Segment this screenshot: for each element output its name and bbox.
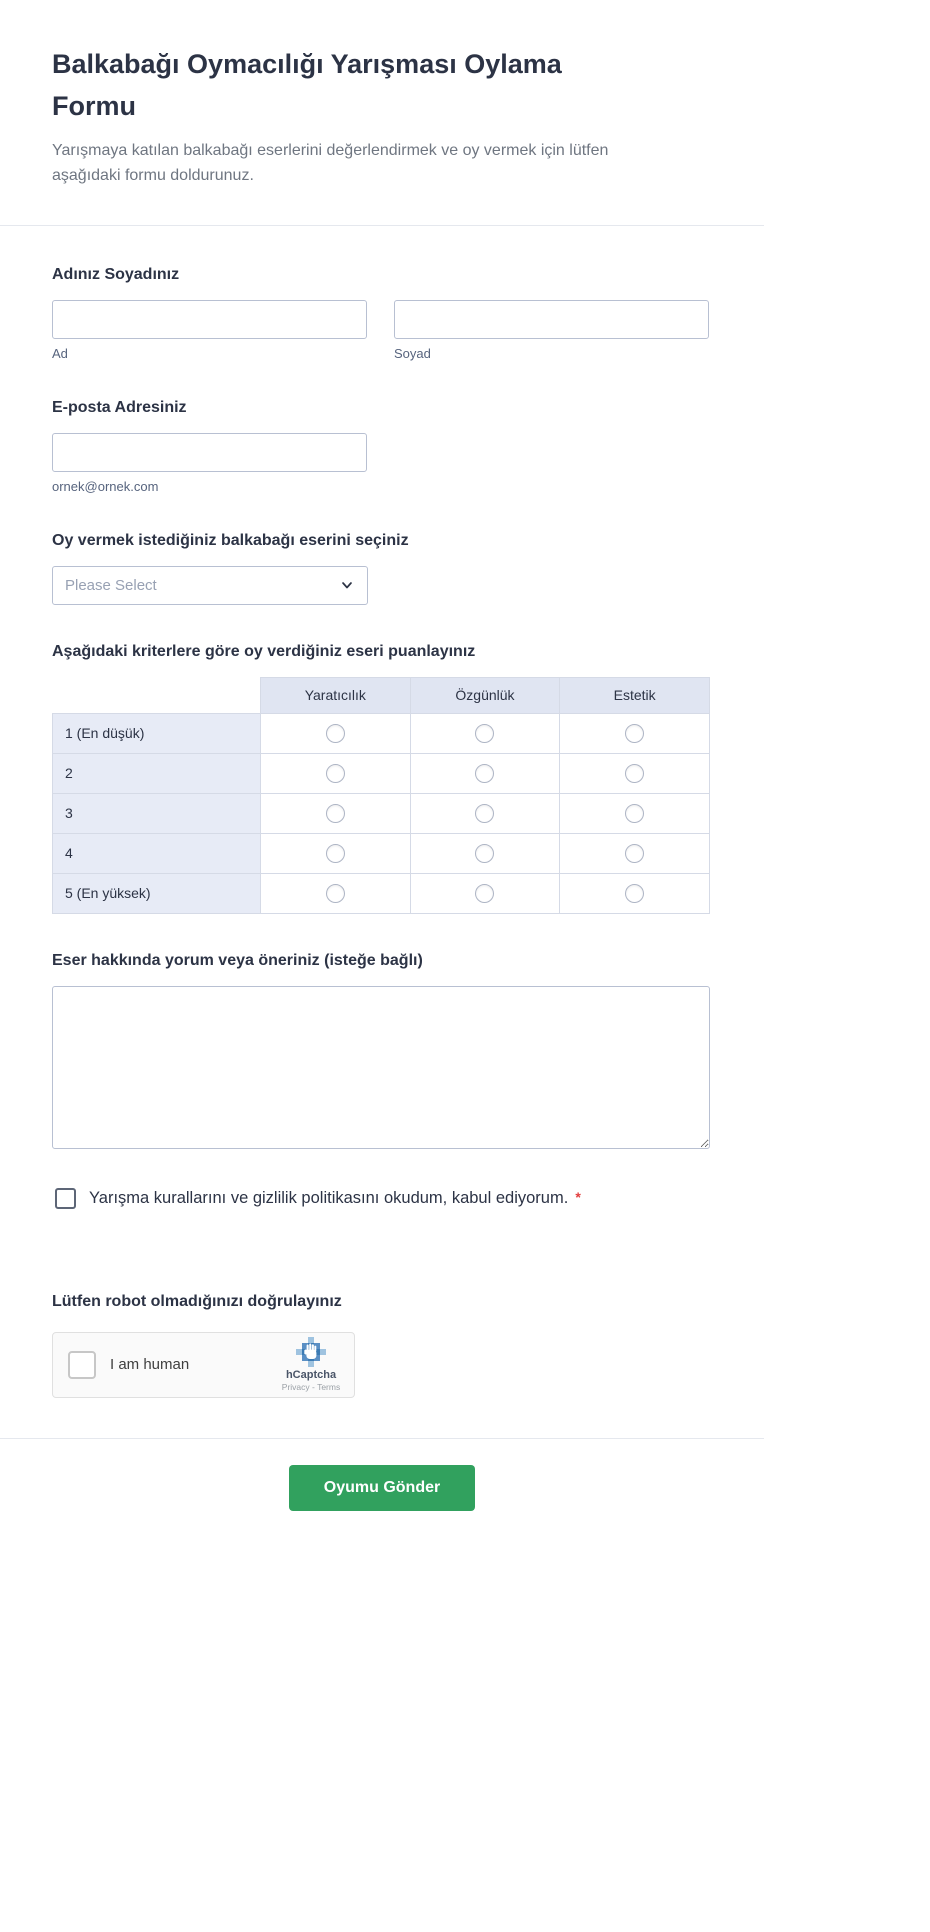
matrix-row: [53, 833, 710, 873]
consent-checkbox[interactable]: [55, 1188, 76, 1209]
form-body: [0, 226, 764, 1398]
matrix-radio[interactable]: [326, 724, 345, 743]
artwork-select[interactable]: [52, 566, 368, 605]
fullname-label: Adınız Soyadınız: [52, 265, 180, 283]
matrix-radio[interactable]: [625, 764, 644, 783]
hcaptcha-checkbox-label: I am human: [110, 1356, 190, 1374]
matrix-radio[interactable]: [475, 844, 494, 863]
matrix-radio[interactable]: [625, 884, 644, 903]
hcaptcha-brand: [278, 1337, 344, 1392]
submit-row: [0, 1439, 764, 1511]
field-artwork-select: [52, 532, 712, 605]
form-subtitle: Yarışmaya katılan balkabağı eserlerini değerlendirmek ve oy vermek için lütfen aşağıdaki formu doldurunuz.: [52, 141, 609, 185]
matrix-cell: [410, 833, 560, 873]
matrix-row-header: 5 (En yüksek): [53, 873, 261, 913]
email-sublabel: ornek@ornek.com: [52, 478, 159, 494]
email-input[interactable]: [52, 433, 367, 472]
form-title: Balkabağı Oymacılığı Yarışması Oylama Formu: [52, 49, 562, 121]
consent-label: Yarışma kurallarını ve gizlilik politikasını okudum, kabul ediyorum. *: [89, 1188, 581, 1207]
matrix-table: [52, 677, 710, 914]
artwork-select-label: Oy vermek istediğiniz balkabağı eserini seçiniz: [52, 531, 409, 549]
matrix-radio[interactable]: [625, 804, 644, 823]
matrix-column-header: Estetik: [560, 677, 710, 713]
matrix-head-row: [53, 677, 710, 713]
email-label: E-posta Adresiniz: [52, 398, 187, 416]
matrix-cell: [560, 713, 710, 753]
matrix-cell: [261, 793, 411, 833]
matrix-row: [53, 713, 710, 753]
matrix-column-header: Özgünlük: [410, 677, 560, 713]
matrix-column-header: Yaratıcılık: [261, 677, 411, 713]
matrix-radio[interactable]: [475, 724, 494, 743]
submit-button[interactable]: Oyumu Gönder: [289, 1465, 475, 1511]
hcaptcha-brand-name: hCaptcha: [285, 1369, 337, 1382]
matrix-cell: [410, 753, 560, 793]
matrix-cell: [560, 753, 710, 793]
form-header: [0, 0, 764, 225]
first-name-sublabel: Ad: [52, 345, 68, 361]
field-rating-matrix: [52, 643, 712, 914]
comment-label: Eser hakkında yorum veya öneriniz (isteğe bağlı): [52, 951, 423, 969]
matrix-cell: [261, 873, 411, 913]
matrix-row-header: 4: [53, 833, 261, 873]
fullname-inputs: [52, 300, 712, 361]
matrix-body: [53, 713, 710, 913]
artwork-select-placeholder: Please Select: [65, 576, 157, 594]
hcaptcha-privacy-terms-links[interactable]: Privacy - Terms: [281, 1382, 341, 1393]
field-comment: [52, 952, 712, 1149]
matrix-row: [53, 753, 710, 793]
hcaptcha-logo-icon: [296, 1337, 326, 1367]
matrix-label: Aşağıdaki kriterlere göre oy verdiğiniz eseri puanlayınız: [52, 642, 476, 660]
matrix-cell: [261, 753, 411, 793]
matrix-cell: [560, 873, 710, 913]
matrix-radio[interactable]: [475, 764, 494, 783]
required-asterisk: *: [575, 1188, 581, 1205]
matrix-radio[interactable]: [326, 764, 345, 783]
matrix-radio[interactable]: [326, 884, 345, 903]
matrix-row-header: 2: [53, 753, 261, 793]
matrix-radio[interactable]: [625, 724, 644, 743]
last-name-input[interactable]: [394, 300, 709, 339]
matrix-cell: [410, 713, 560, 753]
matrix-row: [53, 873, 710, 913]
matrix-cell: [410, 873, 560, 913]
matrix-cell: [560, 833, 710, 873]
matrix-row-header: 3: [53, 793, 261, 833]
captcha-label: Lütfen robot olmadığınızı doğrulayınız: [52, 1292, 342, 1310]
field-captcha: [52, 1293, 712, 1398]
first-name-subfield: [52, 300, 367, 361]
last-name-subfield: [394, 300, 709, 361]
chevron-down-icon: [339, 577, 355, 593]
matrix-cell: [261, 713, 411, 753]
matrix-radio[interactable]: [475, 804, 494, 823]
first-name-input[interactable]: [52, 300, 367, 339]
matrix-radio[interactable]: [326, 844, 345, 863]
comment-textarea[interactable]: [52, 986, 710, 1149]
hcaptcha-widget: [52, 1332, 355, 1398]
hcaptcha-checkbox[interactable]: [68, 1351, 96, 1379]
matrix-cell: [410, 793, 560, 833]
matrix-radio[interactable]: [326, 804, 345, 823]
matrix-row-header: 1 (En düşük): [53, 713, 261, 753]
matrix-cell: [261, 833, 411, 873]
consent-row: [52, 1187, 712, 1211]
field-email: [52, 399, 712, 494]
matrix-radio[interactable]: [475, 884, 494, 903]
last-name-sublabel: Soyad: [394, 345, 431, 361]
matrix-cell: [560, 793, 710, 833]
matrix-corner-cell: [53, 677, 261, 713]
matrix-row: [53, 793, 710, 833]
field-fullname: [52, 266, 712, 361]
matrix-radio[interactable]: [625, 844, 644, 863]
